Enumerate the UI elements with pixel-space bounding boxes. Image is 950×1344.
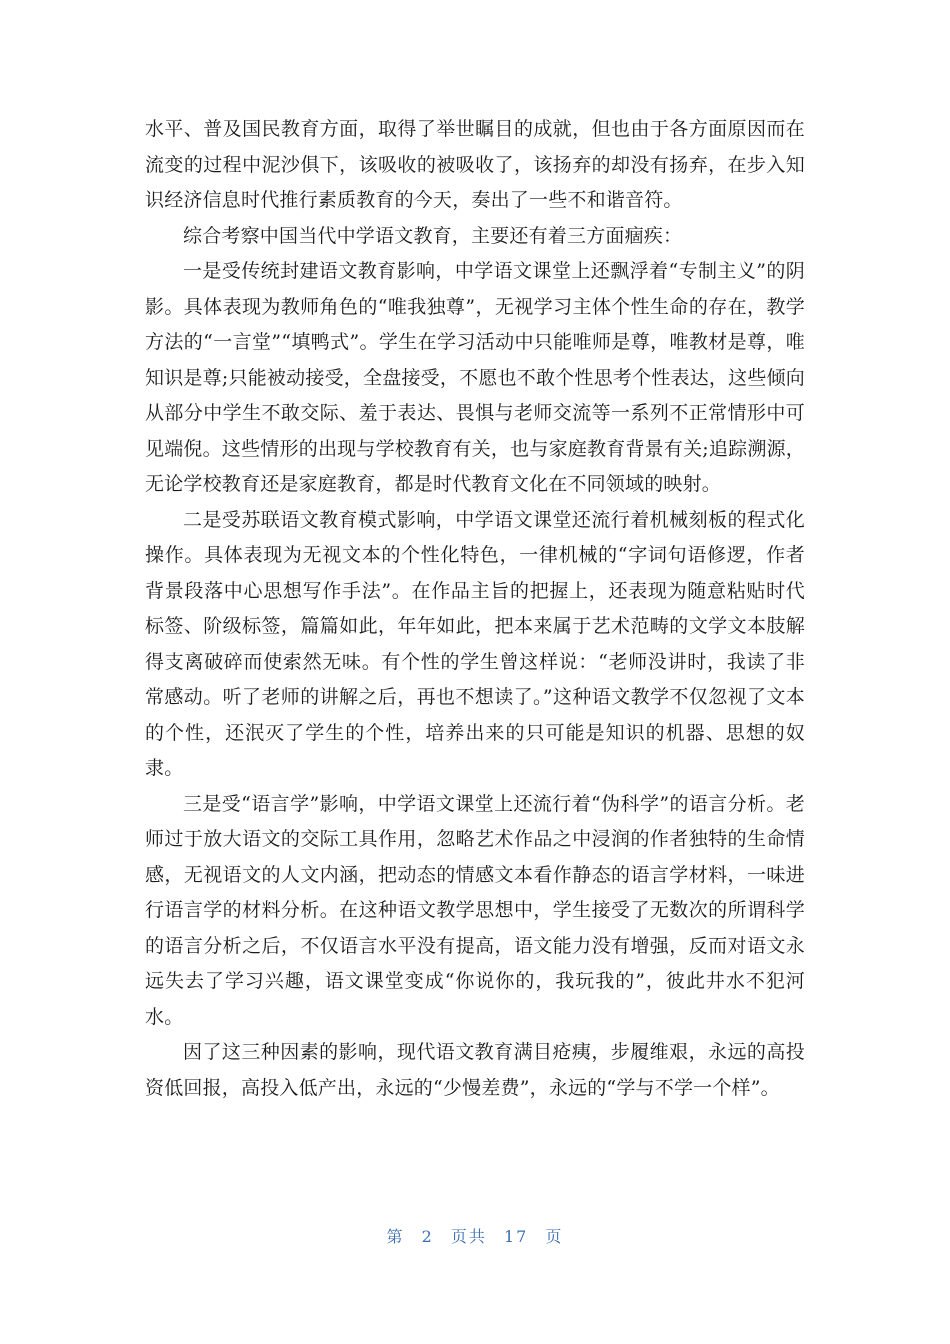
paragraph-overview: 综合考察中国当代中学语文教育，主要还有着三方面痼疾： bbox=[183, 224, 683, 247]
paragraph-third-issue: 三是受“语言学”影响，中学语文课堂上还流行着“伪科学”的语言分析。老师过于放大语文的交际工具作用，忽略艺术作品之中浸润的作者独特的生命情感，无视语文的人文内涵，把动态的情感文本看作静态的语言学材料，一味进行语言学的材料分析。在这种语文教学思想中，学生接受了无数次的所谓科学的语言分析之后，不仅语言水平没有提高，语文能力没有增强，反而对语文永远失去了学习兴趣，语文课堂变成“你说你的，我玩我的”，彼此井水不犯河水。 bbox=[145, 792, 805, 1028]
paragraph-conclusion: 因了这三种因素的影响，现代语文教育满目疮痍，步履维艰，永远的高投资低回报，高投入低产出，永远的“少慢差费”，永远的“学与不学一个样”。 bbox=[145, 1041, 805, 1099]
page-number-footer: 第 2 页共 17 页 bbox=[386, 1227, 564, 1246]
paragraph-continuation: 水平、普及国民教育方面，取得了举世瞩目的成就，但也由于各方面原因而在流变的过程中泥沙俱下，该吸收的被吸收了，该扬弃的却没有扬弃，在步入知识经济信息时代推行素质教育的今天，奏出了一些不和谐音符。 bbox=[145, 118, 805, 211]
paragraph-first-issue: 一是受传统封建语文教育影响，中学语文课堂上还飘浮着“专制主义”的阴影。具体表现为教师角色的“唯我独尊”，无视学习主体个性生命的存在，教学方法的“一言堂”“填鸭式”。学生在学习活动中只能唯师是尊，唯教材是尊，唯知识是尊;只能被动接受，全盘接受，不愿也不敢个性思考个性表达，这些倾向从部分中学生不敢交际、羞于表达、畏惧与老师交流等一系列不正常情形中可见端倪。这些情形的出现与学校教育有关，也与家庭教育背景有关;追踪溯源，无论学校教育还是家庭教育，都是时代教育文化在不同领域的映射。 bbox=[145, 260, 805, 495]
document-body bbox=[145, 112, 805, 1106]
paragraph-second-issue: 二是受苏联语文教育模式影响，中学语文课堂还流行着机械刻板的程式化操作。具体表现为无视文本的个性化特色，一律机械的“字词句语修逻，作者背景段落中心思想写作手法”。在作品主旨的把握上，还表现为随意粘贴时代标签、阶级标签，篇篇如此，年年如此，把本来属于艺术范畴的文学文本肢解得支离破碎而使索然无味。有个性的学生曾这样说：“老师没讲时，我读了非常感动。听了老师的讲解之后，再也不想读了。”这种语文教学不仅忽视了文本的个性，还泯灭了学生的个性，培养出来的只可能是知识的机器、思想的奴隶。 bbox=[145, 508, 805, 779]
